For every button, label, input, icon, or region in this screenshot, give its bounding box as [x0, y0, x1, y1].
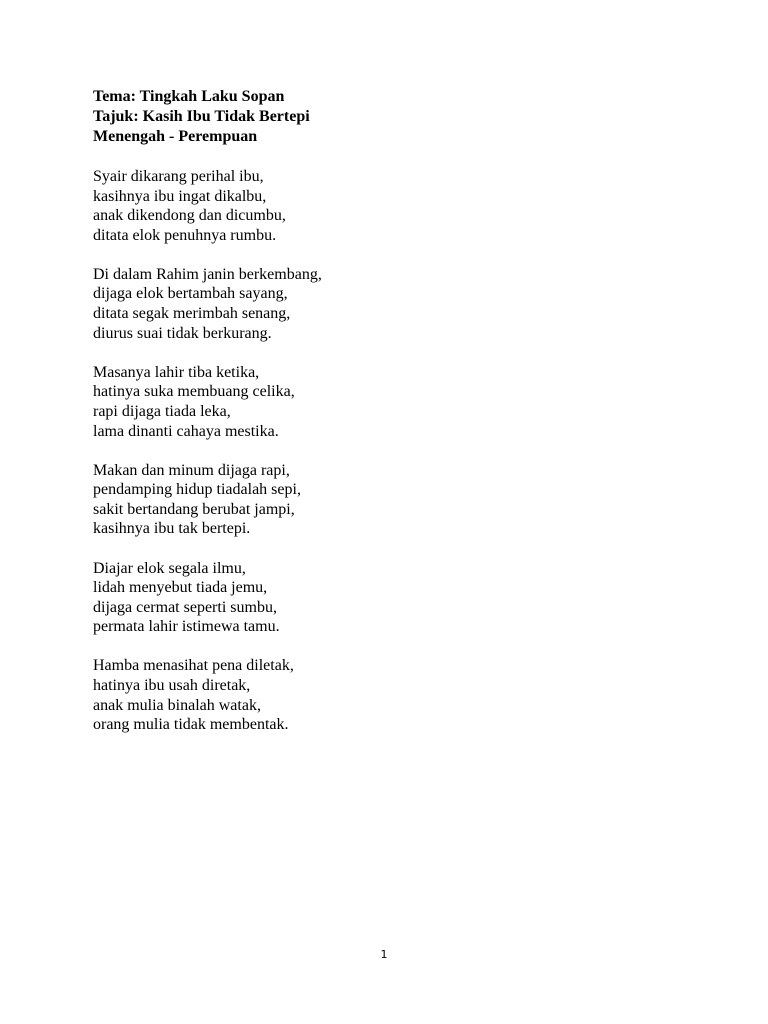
poem-line: Hamba menasihat pena diletak, [93, 657, 294, 675]
category-heading: Menengah - Perempuan [93, 128, 258, 145]
poem-line: anak dikendong dan dicumbu, [93, 207, 286, 225]
stanza-4 [93, 461, 693, 539]
stanza-2 [93, 265, 693, 343]
stanza-3 [93, 363, 693, 441]
page-number: 1 [380, 948, 388, 961]
poem-line: dijaga elok bertambah sayang, [93, 285, 288, 303]
stanza-6 [93, 656, 693, 734]
poem-line: rapi dijaga tiada leka, [93, 402, 231, 420]
stanza-5 [93, 559, 693, 637]
poem-line: ditata elok penuhnya rumbu. [93, 226, 277, 244]
document-content [93, 87, 693, 754]
poem-body [93, 167, 693, 735]
poem-line: kasihnya ibu tak bertepi. [93, 520, 251, 538]
poem-line: pendamping hidup tiadalah sepi, [93, 481, 301, 499]
poem-line: ditata segak merimbah senang, [93, 305, 291, 323]
poem-line: diurus suai tidak berkurang. [93, 324, 272, 342]
poem-line: Diajar elok segala ilmu, [93, 559, 246, 577]
poem-line: lidah menyebut tiada jemu, [93, 579, 268, 597]
poem-line: anak mulia binalah watak, [93, 696, 261, 714]
poem-line: permata lahir istimewa tamu. [93, 618, 280, 636]
poem-line: kasihnya ibu ingat dikalbu, [93, 187, 267, 205]
poem-line: sakit bertandang berubat jampi, [93, 500, 295, 518]
tajuk-heading: Tajuk: Kasih Ibu Tidak Bertepi [93, 108, 310, 125]
poem-line: lama dinanti cahaya mestika. [93, 422, 279, 440]
poem-line: orang mulia tidak membentak. [93, 716, 289, 734]
poem-line: hatinya ibu usah diretak, [93, 676, 251, 694]
poem-line: Masanya lahir tiba ketika, [93, 363, 260, 381]
stanza-1 [93, 167, 693, 245]
poem-line: hatinya suka membuang celika, [93, 383, 295, 401]
poem-line: Di dalam Rahim janin berkembang, [93, 265, 322, 283]
poem-line: Syair dikarang perihal ibu, [93, 168, 264, 185]
tema-heading: Tema: Tingkah Laku Sopan [93, 88, 285, 105]
poem-line: Makan dan minum dijaga rapi, [93, 461, 290, 479]
poem-line: dijaga cermat seperti sumbu, [93, 598, 277, 616]
